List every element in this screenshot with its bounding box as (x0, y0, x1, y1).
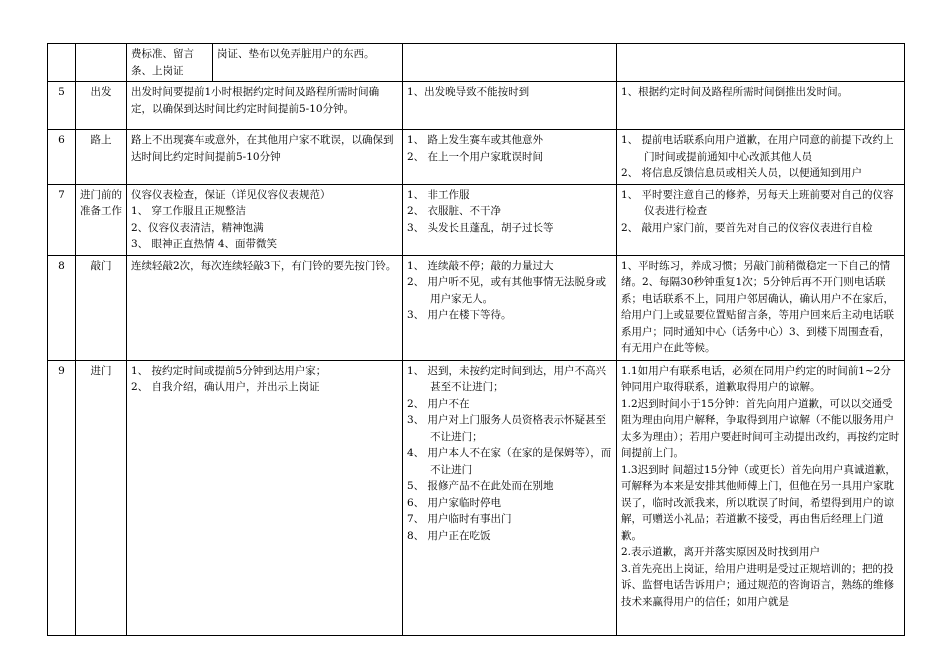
method-split-part: 费标准、留言条、上岗证 (127, 44, 213, 81)
method-cell (127, 130, 403, 185)
solution-item: 1.3迟到时 间超过15分钟（或更长）首先向用户真诚道歉，可解释为本来是安排其他师傅上门，但他在另一具用户家耽误了，临时改派我来，所以耽误了时间，希望得到用户的谅解，可赠送小礼品；若道歉不接受，再由售后经理上门道歉。 (621, 463, 896, 542)
method-cell (127, 82, 403, 130)
method-line: 出发时间要提前1小时根据约定时间及路程所需时间确定，以确保到达时间比约定时间提前5-10分钟。 (131, 86, 380, 115)
solution-item: 3.首先亮出上岗证，给用户进明是受过正规培训的；把的投诉、监督电话告诉用户；通过规范的咨询语言，熟练的维修技术来赢得用户的信任；如用户就是 (621, 562, 894, 608)
step-name: 出发 (76, 82, 127, 130)
method-line: 仪容仪表检查，保证（详见仪容仪表规范） (131, 188, 331, 201)
method-line: 2、 自我介绍，确认用户，并出示上岗证 (131, 381, 320, 393)
row-number: 6 (48, 130, 76, 185)
problem-item: 2、 用户不在 (407, 397, 470, 410)
method-line: 3、 眼神正直热情 4、面带微笑 (131, 238, 278, 250)
solutions-cell (617, 360, 905, 635)
problem-item: 3、 头发长且蓬乱，胡子过长等 (407, 221, 554, 234)
problems-cell (403, 82, 617, 130)
step-name (76, 44, 127, 82)
solutions-cell (617, 44, 905, 82)
solution-item: 1、平时练习，养成习惯；另敲门前稍微稳定一下自己的情绪。2、每隔30秒钟重复1次；5分钟后再不开门则电话联系；电话联系不上，同用户邻居确认，确认用户不在家后，给用户门上或显要位置贴留言条，等用户回来后主动电话联系用户；同时通知中心（话务中心）3、到楼下周围查看，有无用户在此等候。 (621, 259, 894, 354)
service-procedure-table (47, 43, 905, 636)
method-cell (127, 44, 403, 82)
row-number: 9 (48, 360, 76, 635)
method-cell (127, 255, 403, 360)
row-number: 8 (48, 255, 76, 360)
problem-item: 8、 用户正在吃饭 (407, 529, 491, 542)
solutions-cell (617, 130, 905, 185)
problem-item: 3、 用户在楼下等待。 (407, 309, 512, 321)
solution-item: 1、 平时要注意自己的修养，另每天上班前要对自己的仪容仪表进行检查 (621, 188, 894, 217)
method-line: 1、 穿工作服且正规整洁 (131, 205, 247, 217)
step-name: 敲门 (76, 255, 127, 360)
table-row (48, 360, 905, 635)
solutions-cell (617, 255, 905, 360)
problem-item: 2、 衣服脏、不干净 (407, 205, 502, 217)
problem-item: 1、 迟到，未按约定时间到达，用户不高兴甚至不让进门； (407, 364, 607, 393)
row-number: 5 (48, 82, 76, 130)
method-cell (127, 360, 403, 635)
step-name: 路上 (76, 130, 127, 185)
table-row (48, 255, 905, 360)
row-number (48, 44, 76, 82)
method-line: 路上不出现赛车或意外，在其他用户家不耽误，以确保到达时间比约定时间提前5-10分钟 (131, 134, 394, 163)
table-row (48, 130, 905, 185)
row-number: 7 (48, 184, 76, 255)
method-line: 2、仪容仪表清洁，精神饱满 (131, 221, 264, 234)
problem-item: 1、 连续敲不停；敲的力量过大 (407, 259, 554, 272)
step-name: 进门前的准备工作 (76, 184, 127, 255)
problem-item: 1、 路上发生赛车或其他意外 (407, 134, 544, 146)
problem-item: 2、 用户听不见，或有其他事情无法脱身或用户家无人。 (407, 276, 607, 305)
table-row (48, 44, 905, 82)
solutions-cell (617, 184, 905, 255)
table-row (48, 184, 905, 255)
method-line: 连续轻敲2次，每次连续轻敲3下，有门铃的要先按门铃。 (131, 259, 397, 272)
problem-item: 1、 非工作服 (407, 188, 470, 201)
method-line: 1、 按约定时间或提前5分钟到达用户家； (131, 364, 327, 377)
problems-cell (403, 44, 617, 82)
method-cell (127, 184, 403, 255)
problem-item: 5、 报修产品不在此处而在别地 (407, 480, 554, 492)
solution-item: 1、 提前电话联系向用户道歉，在用户同意的前提下改约上门时间或提前通知中心改派其他人员 (621, 134, 894, 163)
solution-item: 1.1如用户有联系电话，必须在同用户约定的时间前1~2分钟同用户取得联系，道歉取得用户的谅解。 (621, 364, 891, 393)
problem-item: 7、 用户临时有事出门 (407, 513, 512, 525)
solution-item: 2、 敲用户家门前，要首先对自己的仪容仪表进行自检 (621, 221, 873, 234)
problems-cell (403, 130, 617, 185)
problem-item: 3、 用户对上门服务人员资格表示怀疑甚至不让进门； (407, 414, 607, 443)
solutions-cell (617, 82, 905, 130)
problem-item: 2、 在上一个用户家耽误时间 (407, 150, 544, 163)
problems-cell (403, 255, 617, 360)
solution-item: 2、 将信息反馈信息员或相关人员，以便通知到用户 (621, 167, 863, 179)
method-split-part: 岗证、垫布以免弄脏用户的东西。 (217, 48, 375, 60)
solution-item: 1.2迟到时间小于15分钟：首先向用户道歉，可以以交通受阻为理由向用户解释，争取得到用户谅解（不能以服务用户太多为理由）；若用户要赶时间可主动提出改约，再按约定时间提前上门。 (621, 397, 900, 459)
step-name: 进门 (76, 360, 127, 635)
problem-item: 1、出发晚导致不能按时到 (407, 86, 530, 98)
problem-item: 4、 用户本人不在家（在家的是保姆等），而不让进门 (407, 447, 612, 476)
problems-cell (403, 184, 617, 255)
problem-item: 6、 用户家临时停电 (407, 496, 502, 509)
table-row (48, 82, 905, 130)
solution-item: 1、根据约定时间及路程所需时间倒推出发时间。 (621, 86, 849, 98)
solution-item: 2.表示道歉，离开并落实原因及时找到用户 (621, 546, 821, 558)
problems-cell (403, 360, 617, 635)
